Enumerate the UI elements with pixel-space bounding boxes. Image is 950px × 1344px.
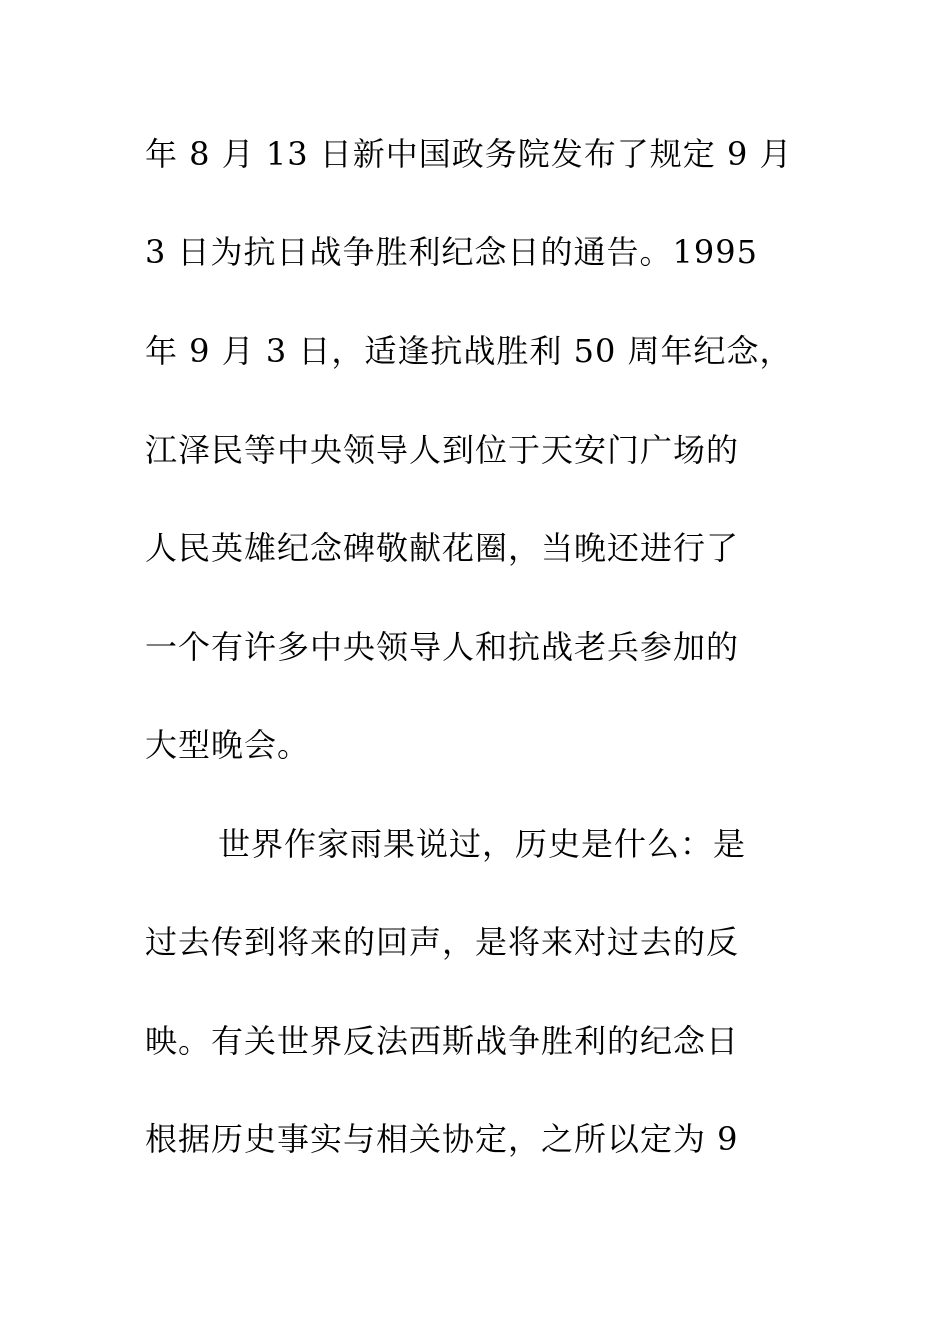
paragraph-2-first-line: 世界作家雨果说过，历史是什么：是: [218, 825, 747, 863]
text-line-11: 根据历史事实与相关协定，之所以定为 9: [145, 1120, 739, 1158]
text-line-1: 年 8 月 13 日新中国政务院发布了规定 9 月: [145, 135, 793, 173]
text-line-7: 大型晚会。: [145, 726, 311, 764]
text-line-3: 年 9 月 3 日，适逢抗战胜利 50 周年纪念，: [145, 332, 793, 370]
text-line-10: 映。有关世界反法西斯战争胜利的纪念日: [145, 1022, 740, 1060]
text-line-5: 人民英雄纪念碑敬献花圈，当晚还进行了: [145, 529, 740, 567]
text-line-6: 一个有许多中央领导人和抗战老兵参加的: [145, 628, 740, 666]
text-line-9: 过去传到将来的回声，是将来对过去的反: [145, 923, 740, 961]
text-line-4: 江泽民等中央领导人到位于天安门广场的: [145, 431, 740, 469]
text-line-2: 3 日为抗日战争胜利纪念日的通告。1995: [145, 233, 758, 271]
